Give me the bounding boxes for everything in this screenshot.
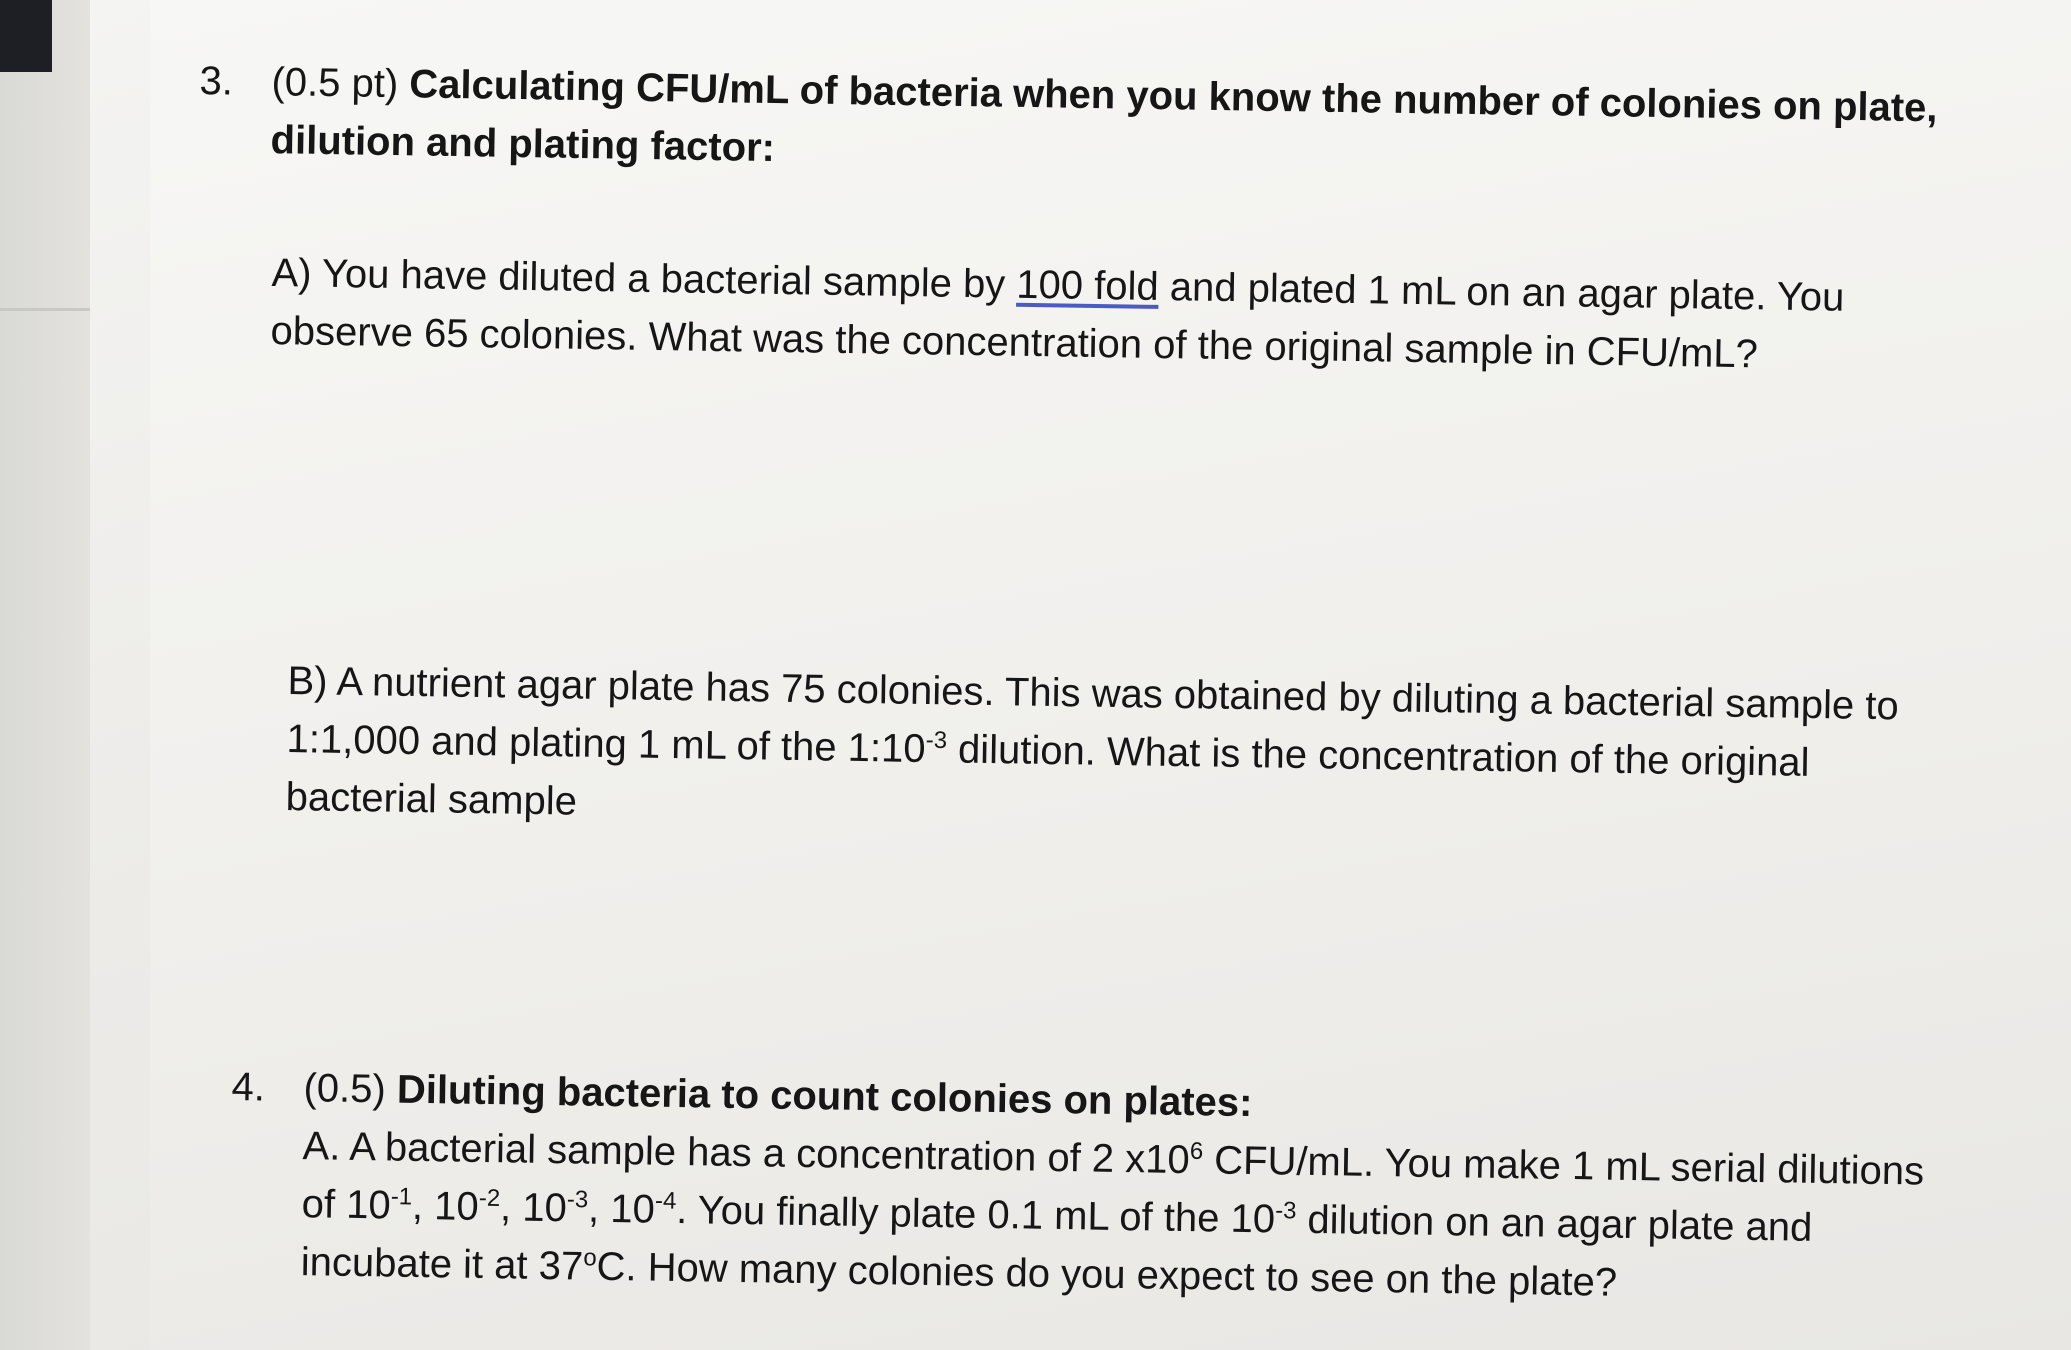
part-a-line-2: observe 65 colonies. What was the concentration of the original sample in CFU/mL? (270, 308, 1759, 377)
q4a-text: , 10 (499, 1185, 568, 1231)
part-b-text-cont: dilution. What is the concentration of the original (946, 727, 1810, 785)
q4a-exponent: -1 (390, 1183, 413, 1211)
q4a-text: , 10 (411, 1183, 480, 1229)
question-3-title-continued: dilution and plating factor: (270, 118, 776, 171)
part-b-line-1: B) A nutrient agar plate has 75 colonies. This was obtained by diluting a bacterial sample to (287, 658, 1900, 729)
edge-line (0, 308, 90, 311)
part-a-text-cont: and plated 1 mL on an agar plate. You (1158, 264, 1845, 320)
q4a-exponent: -3 (1274, 1197, 1297, 1225)
q4a-text: of 10 (301, 1182, 392, 1228)
question-3-title: Calculating CFU/mL of bacteria when you know the number of colonies on plate, (409, 62, 1938, 131)
question-4-points: (0.5) (303, 1066, 387, 1112)
dark-corner (0, 0, 52, 72)
q4a-text: . You finally plate 0.1 mL of the 10 (675, 1187, 1276, 1242)
q4a-exponent: -2 (478, 1184, 501, 1212)
question-3-number: 3. (199, 58, 234, 104)
part-a-underlined: 100 fold (1016, 262, 1160, 309)
q4a-text: incubate it at 37 (300, 1240, 584, 1289)
part-b-exponent: -3 (925, 726, 948, 755)
q4a-text: A. A bacterial sample has a concentration of 2 x10 (302, 1124, 1191, 1183)
q4a-exponent: -4 (654, 1187, 677, 1215)
question-4 (228, 1058, 1925, 1317)
page-edge (0, 0, 90, 1350)
q4a-text: , 10 (587, 1186, 656, 1232)
question-3-points: (0.5 pt) (271, 60, 399, 107)
q4a-exponent: -3 (566, 1185, 589, 1214)
question-3-part-a (270, 244, 1845, 385)
part-b-text: 1:1,000 and plating 1 mL of the 1:10 (286, 716, 926, 772)
q4a-text-cont: CFU/mL. You make 1 mL serial dilutions (1202, 1138, 1925, 1194)
part-b-line-3: bacterial sample (285, 774, 578, 824)
question-4-title: Diluting bacteria to count colonies on plates: (396, 1067, 1253, 1126)
part-a-text: A) You have diluted a bacterial sample by (271, 250, 1017, 307)
q4a-exponent: 6 (1189, 1137, 1204, 1165)
q4a-text-cont: C. How many colonies do you expect to see on the plate? (596, 1244, 1618, 1305)
q4a-exponent: o (583, 1244, 597, 1272)
question-4-number: 4. (231, 1064, 266, 1110)
question-3-part-b (285, 652, 1899, 851)
q4a-text: dilution on an agar plate and (1296, 1197, 1813, 1250)
